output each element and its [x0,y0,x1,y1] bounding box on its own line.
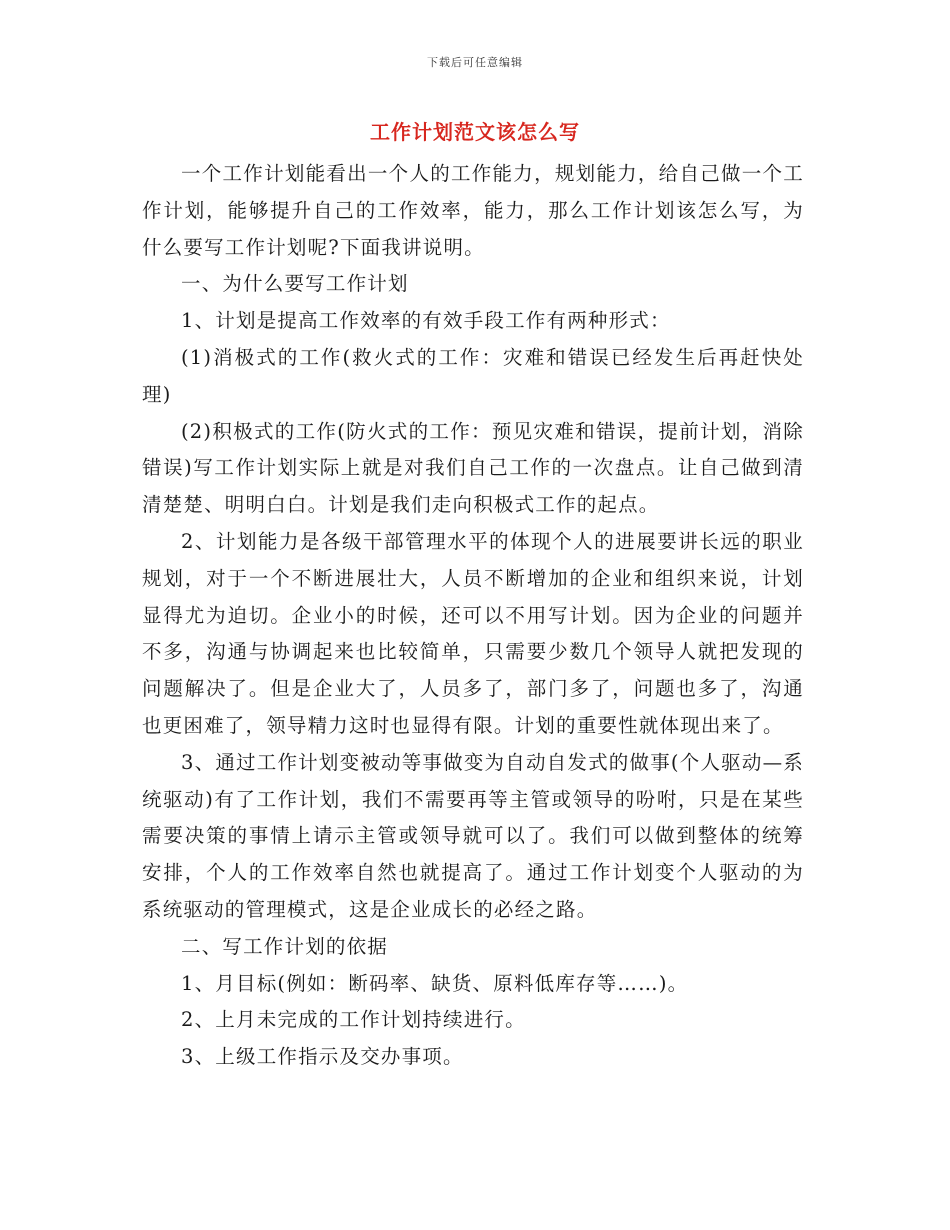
paragraph-active-work: (2)积极式的工作(防火式的工作：预见灾难和错误，提前计划，消除错误)写工作计划实际上就是对我们自己工作的一次盘点。让自己做到清清楚楚、明明白白。计划是我们走向积极式工作的起点。 [142,419,804,517]
section-heading-1: 一、为什么要写工作计划 [181,272,409,296]
section-heading-2: 二、写工作计划的依据 [181,934,389,958]
list-item-basis-2: 2、上月未完成的工作计划持续进行。 [181,1008,526,1032]
list-item-basis-3: 3、上级工作指示及交办事项。 [181,1045,464,1069]
paragraph-intro: 一个工作计划能看出一个人的工作能力，规划能力，给自己做一个工作计划，能够提升自己的工作效率，能力，那么工作计划该怎么写，为什么要写工作计划呢?下面我讲说明。 [142,162,804,259]
paragraph-passive-work: (1)消极式的工作(救火式的工作：灾难和错误已经发生后再赶快处理) [142,345,804,406]
list-item-basis-1: 1、月目标(例如：断码率、缺货、原料低库存等……)。 [181,971,689,995]
paragraph-point-1: 1、计划是提高工作效率的有效手段工作有两种形式： [181,309,671,333]
document-body [142,156,804,1076]
document-title: 工作计划范文该怎么写 [370,120,580,144]
paragraph-point-3: 3、通过工作计划变被动等事做变为自动自发式的做事(个人驱动—系统驱动)有了工作计划，我们不需要再等主管或领导的吩咐，只是在某些需要决策的事情上请示主管或领导就可以了。我们可以做到整体的统筹安排，个人的工作效率自然也就提高了。通过工作计划变个人驱动的为系统驱动的管理模式，这是企业成长的必经之路。 [142,750,804,921]
paragraph-point-2: 2、计划能力是各级干部管理水平的体现个人的进展要讲长远的职业规划，对于一个不断进展壮大，人员不断增加的企业和组织来说，计划显得尤为迫切。企业小的时候，还可以不用写计划。因为企业的问题并不多，沟通与协调起来也比较简单，只需要少数几个领导人就把发现的问题解决了。但是企业大了，人员多了，部门多了，问题也多了，沟通也更困难了，领导精力这时也显得有限。计划的重要性就体现出来了。 [142,529,804,737]
header-note: 下载后可任意编辑 [427,56,523,69]
